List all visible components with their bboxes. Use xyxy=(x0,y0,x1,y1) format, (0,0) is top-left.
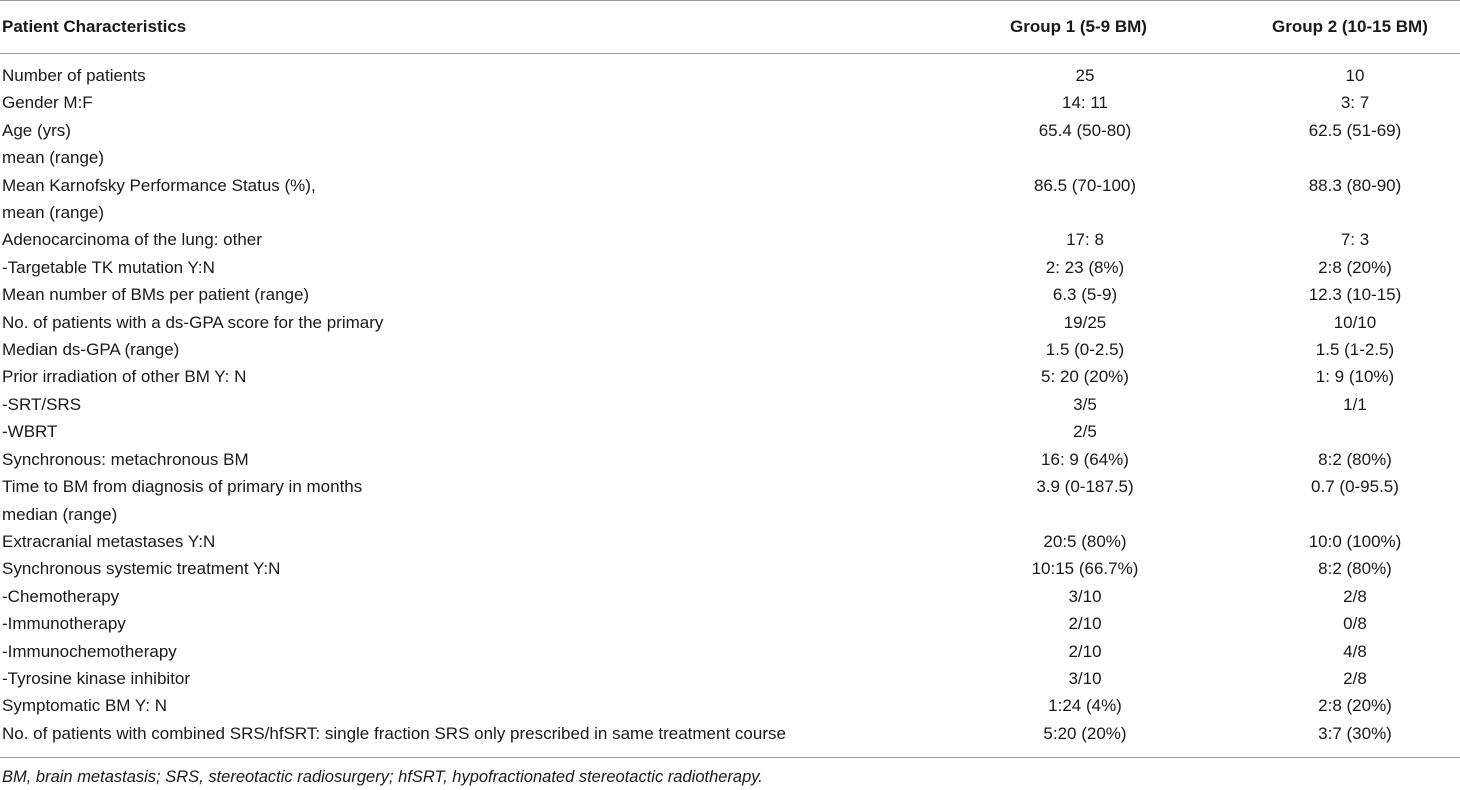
group-1-value: 65.4 (50-80) xyxy=(1038,120,1132,140)
row-label: Symptomatic BM Y: N xyxy=(2,696,168,716)
table-row xyxy=(0,62,1460,89)
group-1-value: 25 xyxy=(1075,66,1095,85)
table-row xyxy=(0,226,1460,253)
group-2-value: 0/8 xyxy=(1343,614,1367,634)
group-1-value: 2: 23 (8%) xyxy=(1045,257,1125,277)
header-group-2: Group 2 (10-15 BM) xyxy=(1272,17,1428,36)
table-row xyxy=(0,391,1460,418)
group-2-value: 10/10 xyxy=(1333,312,1377,332)
group-1-value: 17: 8 xyxy=(1066,230,1104,250)
table-footnote: BM, brain metastasis; SRS, stereotactic radiosurgery; hfSRT, hypofractionated stereotactic radiotherapy. xyxy=(2,768,763,786)
group-1-value: 5:20 (20%) xyxy=(1043,723,1127,743)
row-label: -SRT/SRS xyxy=(2,394,82,414)
row-label: Mean Karnofsky Performance Status (%), mean (range) xyxy=(2,175,316,223)
row-label: Synchronous systemic treatment Y:N xyxy=(2,559,281,579)
table-row xyxy=(0,117,1460,172)
table-row xyxy=(0,336,1460,363)
row-label: Gender M:F xyxy=(2,93,93,113)
group-2-value: 0.7 (0-95.5) xyxy=(1311,477,1399,497)
table-row xyxy=(0,446,1460,473)
group-1-value: 1.5 (0-2.5) xyxy=(1045,340,1125,360)
group-2-value: 10:0 (100%) xyxy=(1308,531,1402,551)
group-1-value: 2/5 xyxy=(1073,422,1097,442)
group-1-value: 1:24 (4%) xyxy=(1048,696,1122,716)
header-patient-characteristics: Patient Characteristics xyxy=(2,17,187,36)
group-2-value: 8:2 (80%) xyxy=(1318,449,1392,469)
row-label: Number of patients xyxy=(2,66,146,85)
table-row xyxy=(0,638,1460,665)
group-2-value: 2:8 (20%) xyxy=(1318,257,1392,277)
header-group-1: Group 1 (5-9 BM) xyxy=(1010,17,1147,36)
table-row xyxy=(0,418,1460,445)
group-1-value: 3/5 xyxy=(1073,394,1097,414)
table-row xyxy=(0,555,1460,582)
group-2-value: 8:2 (80%) xyxy=(1318,559,1392,579)
group-2-value: 4/8 xyxy=(1343,641,1367,661)
group-2-value: 1: 9 (10%) xyxy=(1315,367,1395,387)
group-1-value: 10:15 (66.7%) xyxy=(1031,559,1139,579)
table-row xyxy=(0,473,1460,528)
row-label: -Targetable TK mutation Y:N xyxy=(2,257,215,277)
table-row xyxy=(0,692,1460,719)
row-label: -Immunotherapy xyxy=(2,614,126,634)
group-2-value: 3:7 (30%) xyxy=(1318,723,1392,743)
group-2-value: 12.3 (10-15) xyxy=(1308,285,1402,305)
row-label: Synchronous: metachronous BM xyxy=(2,449,249,469)
group-2-value: 2:8 (20%) xyxy=(1318,696,1392,716)
row-label: -Tyrosine kinase inhibitor xyxy=(2,668,191,688)
row-label: Age (yrs) mean (range) xyxy=(2,120,105,168)
group-1-value: 5: 20 (20%) xyxy=(1041,367,1129,387)
group-1-value: 6.3 (5-9) xyxy=(1052,285,1118,305)
group-1-value: 3.9 (0-187.5) xyxy=(1036,477,1134,497)
row-label: Extracranial metastases Y:N xyxy=(2,531,216,551)
group-2-value: 2/8 xyxy=(1343,668,1367,688)
group-1-value: 86.5 (70-100) xyxy=(1033,175,1137,195)
group-1-value: 16: 9 (64%) xyxy=(1041,449,1129,469)
group-1-value: 20:5 (80%) xyxy=(1043,531,1127,551)
row-label: -Chemotherapy xyxy=(2,586,120,606)
row-label: No. of patients with combined SRS/hfSRT: single fraction SRS only prescribed in same treatment course xyxy=(2,723,786,743)
group-1-value: 19/25 xyxy=(1063,312,1107,332)
table-header-row xyxy=(0,0,1460,53)
row-label: Time to BM from diagnosis of primary in months median (range) xyxy=(2,477,363,524)
row-label: Mean number of BMs per patient (range) xyxy=(2,285,310,305)
table-row xyxy=(0,610,1460,637)
table-row xyxy=(0,363,1460,390)
row-label: Prior irradiation of other BM Y: N xyxy=(2,367,247,387)
table-row xyxy=(0,720,1460,747)
group-1-value: 2/10 xyxy=(1068,614,1102,634)
table-body xyxy=(0,62,1460,747)
group-2-value: 1.5 (1-2.5) xyxy=(1315,340,1395,360)
group-2-value: 2/8 xyxy=(1343,586,1367,606)
row-label: No. of patients with a ds-GPA score for the primary xyxy=(2,312,384,332)
group-2-value: 10 xyxy=(1345,66,1365,85)
row-label: -Immunochemotherapy xyxy=(2,641,177,661)
group-2-value: 1/1 xyxy=(1343,394,1367,414)
table-bottom-rule xyxy=(0,757,1460,758)
group-1-value: 2/10 xyxy=(1068,641,1102,661)
row-label: Median ds-GPA (range) xyxy=(2,340,180,360)
group-1-value: 3/10 xyxy=(1068,668,1102,688)
table-row xyxy=(0,528,1460,555)
table-row xyxy=(0,254,1460,281)
table-row xyxy=(0,281,1460,308)
group-2-value: 7: 3 xyxy=(1340,230,1370,250)
row-label: Adenocarcinoma of the lung: other xyxy=(2,230,262,250)
table-row xyxy=(0,309,1460,336)
group-2-value: 62.5 (51-69) xyxy=(1308,120,1402,140)
table-row xyxy=(0,172,1460,227)
group-2-value: 3: 7 xyxy=(1340,93,1370,113)
table-row xyxy=(0,583,1460,610)
table-header-rule xyxy=(0,53,1460,54)
group-1-value: 14: 11 xyxy=(1061,93,1108,113)
group-1-value: 3/10 xyxy=(1068,586,1102,606)
table-row xyxy=(0,665,1460,692)
group-2-value: 88.3 (80-90) xyxy=(1308,175,1402,195)
table-row xyxy=(0,89,1460,116)
row-label: -WBRT xyxy=(2,422,58,442)
